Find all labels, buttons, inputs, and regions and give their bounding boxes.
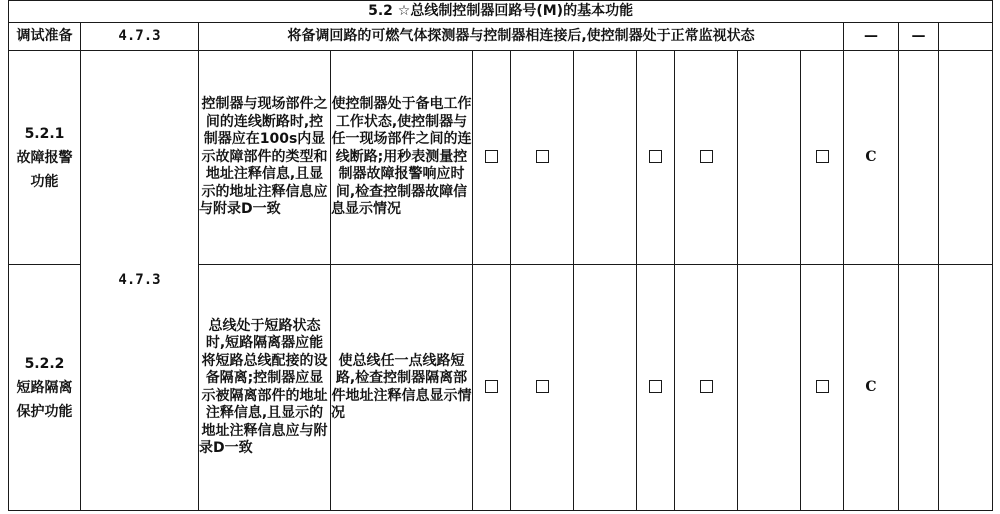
blank-cell-3 bbox=[899, 51, 939, 265]
checkbox-empty-icon[interactable] bbox=[816, 150, 829, 163]
checkbox-empty-icon[interactable] bbox=[485, 150, 498, 163]
prep-label: 调试准备 bbox=[9, 23, 81, 51]
item-row bbox=[9, 51, 993, 265]
inspection-table bbox=[8, 0, 993, 511]
item-code: 5.2.2 bbox=[24, 355, 65, 372]
prep-row bbox=[9, 23, 993, 51]
checkbox-empty-icon[interactable] bbox=[485, 380, 498, 393]
blank-cell-2 bbox=[738, 265, 801, 511]
blank-cell-2 bbox=[738, 51, 801, 265]
blank-cell-1 bbox=[574, 51, 637, 265]
blank-cell-4 bbox=[939, 265, 993, 511]
check-cell-4[interactable] bbox=[675, 51, 738, 265]
check-cell-1[interactable] bbox=[473, 265, 511, 511]
item-requirement: 总线处于短路状态时,短路隔离器应能将短路总线配接的设备隔离;控制器应显示被隔离部件的地址注释信息,且显示的地址注释信息应与附录D一致 bbox=[199, 265, 331, 511]
prep-col-b: — bbox=[899, 23, 939, 51]
prep-col-a: — bbox=[844, 23, 899, 51]
blank-cell-1 bbox=[574, 265, 637, 511]
checkbox-empty-icon[interactable] bbox=[700, 380, 713, 393]
blank-cell-4 bbox=[939, 51, 993, 265]
item-method: 使控制器处于备电工作工作状态,使控制器与任一现场部件之间的连线断路;用秒表测量控制器故障报警响应时间,检查控制器故障信息显示情况 bbox=[331, 51, 473, 265]
check-cell-1[interactable] bbox=[473, 51, 511, 265]
document-page bbox=[8, 0, 992, 510]
check-cell-4[interactable] bbox=[675, 265, 738, 511]
check-cell-2[interactable] bbox=[511, 265, 574, 511]
check-cell-5[interactable] bbox=[801, 265, 844, 511]
item-requirement: 控制器与现场部件之间的连线断路时,控制器应在100s内显示故障部件的类型和地址注释信息,且显示的地址注释信息应与附录D一致 bbox=[199, 51, 331, 265]
check-cell-5[interactable] bbox=[801, 51, 844, 265]
item-name: 短路隔离保护功能 bbox=[16, 379, 73, 420]
item-name: 故障报警功能 bbox=[16, 149, 73, 190]
check-cell-3[interactable] bbox=[637, 265, 675, 511]
checkbox-empty-icon[interactable] bbox=[816, 380, 829, 393]
checkbox-empty-icon[interactable] bbox=[649, 150, 662, 163]
prep-clause: 4.7.3 bbox=[81, 23, 199, 51]
prep-col-c bbox=[939, 23, 993, 51]
checkbox-empty-icon[interactable] bbox=[536, 380, 549, 393]
check-cell-3[interactable] bbox=[637, 51, 675, 265]
item-grade: C bbox=[844, 51, 899, 265]
item-grade: C bbox=[844, 265, 899, 511]
item-title-cell bbox=[9, 265, 81, 511]
prep-description: 将备调回路的可燃气体探测器与控制器相连接后,使控制器处于正常监视状态 bbox=[199, 23, 844, 51]
section-title: 5.2 ☆总线制控制器回路号(M)的基本功能 bbox=[9, 1, 993, 23]
item-code: 5.2.1 bbox=[24, 125, 65, 142]
section-header-row bbox=[9, 1, 993, 23]
shared-clause: 4.7.3 bbox=[81, 51, 199, 511]
item-title-cell bbox=[9, 51, 81, 265]
checkbox-empty-icon[interactable] bbox=[700, 150, 713, 163]
item-method: 使总线任一点线路短路,检查控制器隔离部件地址注释信息显示情况 bbox=[331, 265, 473, 511]
check-cell-2[interactable] bbox=[511, 51, 574, 265]
blank-cell-3 bbox=[899, 265, 939, 511]
checkbox-empty-icon[interactable] bbox=[536, 150, 549, 163]
checkbox-empty-icon[interactable] bbox=[649, 380, 662, 393]
